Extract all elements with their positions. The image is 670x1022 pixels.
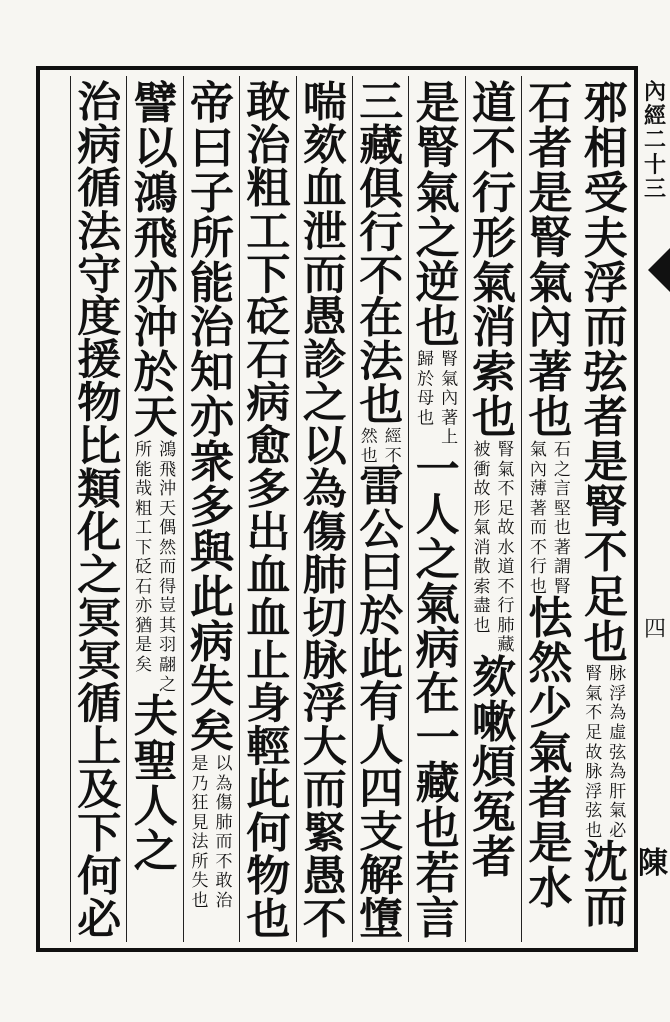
- text-column: [465, 76, 522, 942]
- main-text: 治 病 循 法 守 度 援 物 比 類 化 之 冥 冥 循 上 及 下 何 必: [77, 78, 122, 944]
- text-column: [352, 76, 409, 942]
- commentary-text: 腎 氣 不 足 故 水 道 不 行 肺 藏 被 衝 故 形 氣 消 散 索 盡 也: [473, 440, 515, 656]
- text-column: [408, 76, 465, 942]
- margin-title: [640, 80, 670, 500]
- page-number: 四: [643, 617, 666, 642]
- main-text: 三 藏 俱 行 不 在 法 也: [359, 78, 404, 431]
- margin-bottom-char: 陳: [638, 846, 668, 881]
- main-text: 沈 而: [583, 837, 628, 934]
- main-text: 雷 公 曰 於 此 有 人 四 支 解 墯: [359, 461, 404, 944]
- main-text: 夫 聖 人 之: [133, 691, 178, 877]
- text-column: [70, 76, 127, 942]
- commentary-text: 腎 氣 內 著 上 歸 於 母 也: [417, 349, 459, 449]
- main-text: 欬 嗽 煩 冤 者: [471, 652, 516, 883]
- main-text: 一 人 之 氣 病 在 一 藏 也 若 言: [415, 444, 460, 944]
- commentary-text: 以 為 傷 肺 而 不 敢 治 是 乃 狂 見 法 所 失 也: [191, 754, 233, 911]
- text-column: [126, 76, 183, 942]
- main-text: 敢 治 粗 工 下 砭 石 病 愈 多 出 血 血 止 身 輕 此 何 物 也: [246, 78, 291, 944]
- main-text: 怯 然 少 氣 者 是 水: [528, 593, 573, 914]
- commentary-text: 經 不 然 也: [360, 427, 402, 466]
- main-text: 道 不 行 形 氣 消 索 也: [471, 78, 516, 444]
- main-text: 喘 欬 血 泄 而 愚 診 之 以 為 傷 肺 切 脉 浮 大 而 緊 愚 不: [302, 78, 347, 944]
- text-column: [296, 76, 353, 942]
- commentary-text: 鴻 飛 沖 天 偶 然 而 得 豈 其 羽 翮 之 所 能 哉 粗 工 下 砭 石 亦 猶 是 矣: [135, 440, 177, 695]
- main-text: 石 者 是 腎 氣 內 著 也: [528, 78, 573, 444]
- commentary-text: 脉 浮 為 虛 弦 為 肝 氣 必 腎 氣 不 足 故 脉 浮 弦 也: [585, 664, 627, 841]
- commentary-text: 石 之 言 堅 也 著 謂 腎 氣 內 薄 著 而 不 行 也: [529, 440, 571, 597]
- text-column: [183, 76, 240, 942]
- main-text: 邪 相 受 夫 浮 而 弦 者 是 腎 不 足 也: [583, 78, 628, 668]
- text-column: [578, 76, 634, 942]
- margin-title-text: 內 經 二 十 三: [643, 79, 666, 202]
- main-text: 譬 以 鴻 飛 亦 沖 於 天: [133, 78, 178, 444]
- text-column: [239, 76, 296, 942]
- main-text: 帝 曰 子 所 能 治 知 亦 衆 多 與 此 病 失 矣: [189, 78, 234, 758]
- main-text: 是 腎 氣 之 逆 也: [415, 78, 460, 354]
- text-frame: [36, 66, 638, 952]
- text-column: [521, 76, 578, 942]
